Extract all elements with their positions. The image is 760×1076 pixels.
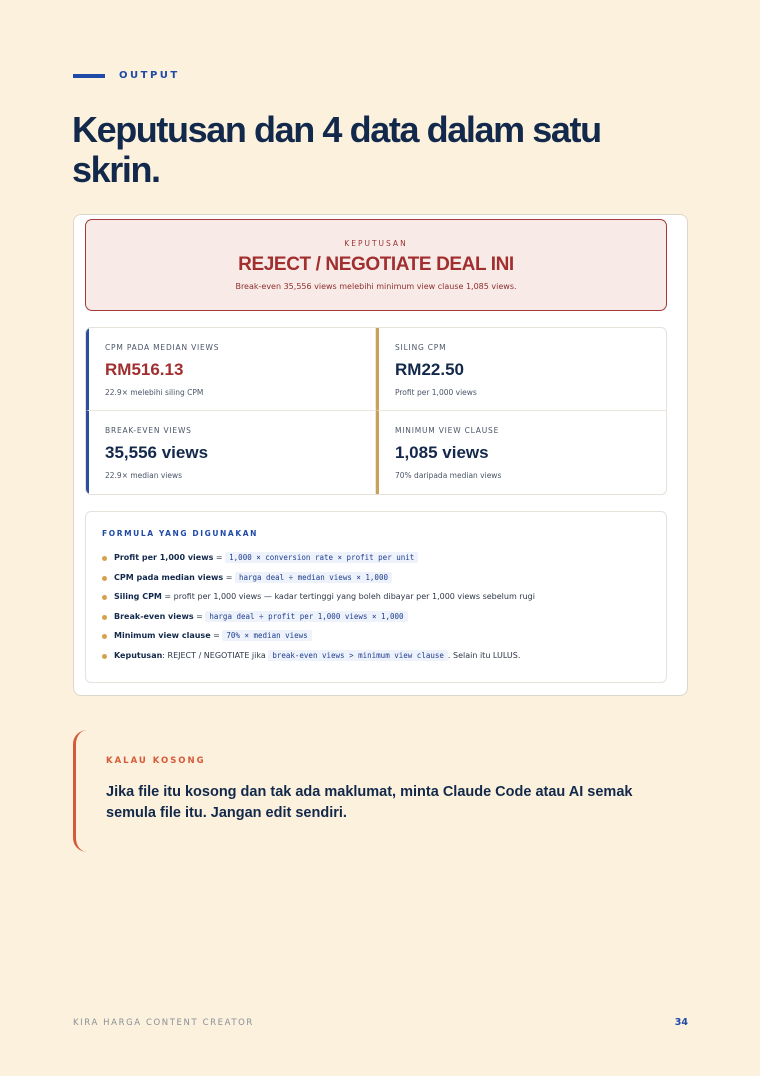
formula-item: [102, 626, 666, 646]
decision-label: KEPUTUSAN: [344, 239, 408, 248]
formula-item: [102, 548, 666, 568]
metric-note: 70% daripada median views: [395, 471, 502, 480]
formula-list: [102, 548, 666, 665]
formula-title: FORMULA YANG DIGUNAKAN: [102, 529, 259, 538]
page-number: 34: [674, 1017, 688, 1028]
formula-term: Siling CPM: [114, 592, 162, 601]
formula-term: CPM pada median views: [114, 572, 224, 582]
output-card: [73, 214, 688, 696]
formula-panel: [85, 511, 667, 683]
decision-box: [85, 219, 667, 311]
metric-siling-cpm: [376, 328, 666, 411]
formula-term: Break-even views: [114, 611, 194, 621]
callout-note: [73, 730, 633, 852]
formula-item: [102, 646, 666, 666]
page-title: Keputusan dan 4 data dalam satu skrin.: [72, 109, 601, 190]
formula-code: 1,000 × conversion rate × profit per unit: [225, 552, 418, 563]
formula-code: harga deal ÷ median views × 1,000: [235, 572, 392, 583]
metric-label: MINIMUM VIEW CLAUSE: [395, 426, 500, 435]
callout-label: KALAU KOSONG: [106, 756, 206, 766]
metric-note: Profit per 1,000 views: [395, 388, 477, 397]
formula-code: break-even views > minimum view clause: [268, 650, 448, 661]
decision-result: REJECT / NEGOTIATE DEAL INI: [238, 254, 514, 275]
footer-title: KIRA HARGA CONTENT CREATOR: [73, 1018, 254, 1028]
metric-label: CPM PADA MEDIAN VIEWS: [105, 343, 220, 352]
formula-code: 70% × median views: [222, 630, 311, 641]
metric-note: 22.9× melebihi siling CPM: [105, 388, 204, 397]
formula-term: Keputusan: [114, 650, 163, 660]
metric-min-view-clause: [376, 411, 666, 494]
metric-value: 35,556 views: [105, 443, 209, 462]
decision-explanation: Break-even 35,556 views melebihi minimum view clause 1,085 views.: [235, 282, 517, 291]
formula-tail: . Selain itu LULUS.: [447, 650, 521, 660]
formula-term: Profit per 1,000 views: [114, 553, 214, 562]
metric-label: SILING CPM: [395, 343, 447, 352]
formula-item: [102, 568, 666, 588]
formula-sep: =: [210, 631, 223, 640]
section-eyebrow: [73, 70, 180, 81]
formula-sep: : REJECT / NEGOTIATE jika: [162, 650, 269, 660]
metric-cpm-median: [86, 328, 376, 411]
formula-sep: = profit per 1,000 views — kadar tertinggi yang boleh dibayar per 1,000 views sebelum rugi: [161, 592, 535, 601]
metric-note: 22.9× median views: [105, 471, 183, 480]
formula-item: [102, 607, 666, 627]
eyebrow-bar: [73, 74, 105, 78]
formula-item: [102, 587, 666, 607]
formula-code: harga deal ÷ profit per 1,000 views × 1,000: [205, 611, 407, 622]
metric-value: RM22.50: [395, 360, 464, 379]
formula-sep: =: [213, 553, 226, 562]
metric-label: BREAK-EVEN VIEWS: [105, 426, 192, 435]
metric-value: 1,085 views: [395, 443, 489, 462]
metrics-grid: [85, 327, 667, 495]
callout-text: Jika file itu kosong dan tak ada maklumat, minta Claude Code atau AI semak semula file itu. Jangan edit sendiri.: [106, 784, 633, 821]
metric-value: RM516.13: [105, 360, 184, 379]
formula-term: Minimum view clause: [114, 631, 211, 640]
section-label: OUTPUT: [119, 70, 180, 81]
formula-sep: =: [193, 611, 206, 621]
formula-sep: =: [223, 572, 235, 582]
metric-break-even: [86, 411, 376, 494]
